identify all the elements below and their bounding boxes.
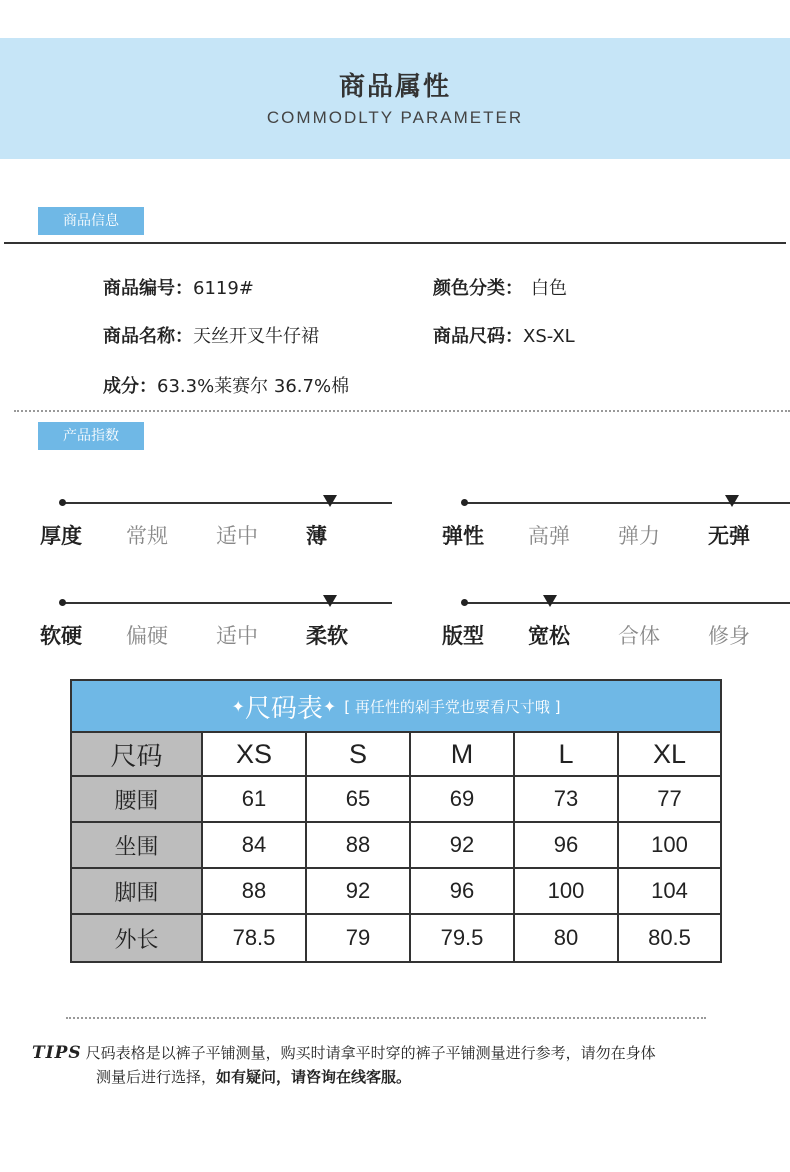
- table-cell: 88: [307, 823, 411, 869]
- scale-marker-icon: [543, 595, 557, 607]
- table-row-label: 腰围: [72, 777, 203, 823]
- table-cell: 96: [515, 823, 619, 869]
- table-cell: 65: [307, 777, 411, 823]
- table-row: [72, 869, 720, 915]
- table-cell: 79: [307, 915, 411, 961]
- header-banner: [0, 38, 790, 159]
- index-scale: [442, 496, 790, 556]
- tips-line2: [32, 1065, 762, 1089]
- scale-option: 弹力: [618, 524, 660, 548]
- page-title: 商品属性: [338, 72, 451, 102]
- info-color-label: 颜色分类：: [433, 278, 523, 299]
- dotted-divider: [14, 410, 790, 412]
- table-row-label: 脚围: [72, 869, 203, 915]
- table-header-cell: S: [307, 733, 411, 777]
- index-scale: [442, 596, 790, 656]
- scale-marker-icon: [323, 595, 337, 607]
- info-color: [433, 274, 567, 300]
- info-name: [103, 322, 319, 348]
- info-name-label: 商品名称：: [103, 326, 193, 347]
- size-table-subtitle: [ 再任性的剁手党也要看尺寸哦 ]: [344, 697, 561, 716]
- scale-line: [464, 502, 790, 504]
- info-material-label: 成分：: [103, 376, 157, 397]
- info-color-value: 白色: [531, 278, 567, 299]
- table-row: [72, 777, 720, 823]
- table-row: [72, 823, 720, 869]
- size-table-body: [72, 777, 720, 961]
- table-cell: 96: [411, 869, 515, 915]
- sparkle-icon: ✦: [231, 696, 245, 716]
- table-cell: 80: [515, 915, 619, 961]
- scale-line: [62, 602, 392, 604]
- size-table-title: 尺码表: [244, 693, 323, 724]
- tips-note: [32, 1041, 762, 1089]
- table-row-label: 外长: [72, 915, 203, 961]
- index-scale: [40, 496, 392, 556]
- table-cell: 88: [203, 869, 307, 915]
- scale-option: 宽松: [528, 624, 570, 648]
- table-cell: 104: [619, 869, 720, 915]
- table-cell: 78.5: [203, 915, 307, 961]
- table-cell: 84: [203, 823, 307, 869]
- info-code-value: 6119#: [193, 278, 254, 299]
- scale-option: 薄: [306, 524, 327, 548]
- table-header-cell: XS: [203, 733, 307, 777]
- table-cell: 61: [203, 777, 307, 823]
- section-tag-info: 商品信息: [38, 207, 144, 235]
- scale-line: [62, 502, 392, 504]
- size-table: [70, 679, 722, 963]
- table-header-cell: XL: [619, 733, 720, 777]
- page-subtitle: COMMODLTY PARAMETER: [266, 108, 524, 127]
- table-header-cell: L: [515, 733, 619, 777]
- table-header-cell: M: [411, 733, 515, 777]
- tips-divider: [66, 1017, 706, 1019]
- scale-option: 合体: [618, 624, 660, 648]
- scale-start-dot: [59, 499, 66, 506]
- scale-name: 厚度: [40, 524, 82, 548]
- scale-name: 弹性: [442, 524, 484, 548]
- tips-tag: TIPS: [32, 1043, 82, 1063]
- info-size-value: XS-XL: [523, 326, 575, 347]
- info-size-label: 商品尺码：: [433, 326, 523, 347]
- tips-line1: 尺码表格是以裤子平铺测量，购买时请拿平时穿的裤子平铺测量进行参考，请勿在身体: [85, 1044, 656, 1062]
- info-name-value: 天丝开叉牛仔裙: [193, 326, 319, 347]
- scale-option: 高弹: [528, 524, 570, 548]
- table-row: [72, 915, 720, 961]
- scale-name: 版型: [442, 624, 484, 648]
- table-cell: 92: [411, 823, 515, 869]
- scale-line: [464, 602, 790, 604]
- index-scale: [40, 596, 392, 656]
- scale-option: 常规: [126, 524, 168, 548]
- scale-start-dot: [461, 599, 468, 606]
- scale-marker-icon: [725, 495, 739, 507]
- scale-start-dot: [461, 499, 468, 506]
- scale-option: 偏硬: [126, 624, 168, 648]
- info-code: [103, 274, 254, 300]
- tips-line2-plain: 测量后进行选择，: [96, 1068, 217, 1086]
- scale-option: 柔软: [306, 624, 348, 648]
- scale-start-dot: [59, 599, 66, 606]
- info-material-value: 63.3%莱赛尔 36.7%棉: [157, 376, 350, 397]
- scale-option: 适中: [216, 524, 258, 548]
- table-row-label: 坐围: [72, 823, 203, 869]
- section-tag-index: 产品指数: [38, 422, 144, 450]
- scale-option: 无弹: [708, 524, 750, 548]
- table-cell: 79.5: [411, 915, 515, 961]
- size-table-head-row: [72, 733, 720, 777]
- scale-marker-icon: [323, 495, 337, 507]
- table-cell: 92: [307, 869, 411, 915]
- scale-option: 修身: [708, 624, 750, 648]
- info-code-label: 商品编号：: [103, 278, 193, 299]
- scale-name: 软硬: [40, 624, 82, 648]
- size-table-header: [72, 681, 720, 733]
- info-size: [433, 322, 575, 348]
- table-cell: 100: [515, 869, 619, 915]
- table-corner-cell: 尺码: [72, 733, 203, 777]
- table-cell: 77: [619, 777, 720, 823]
- scale-option: 适中: [216, 624, 258, 648]
- sparkle-icon: ✦: [322, 696, 337, 716]
- table-cell: 73: [515, 777, 619, 823]
- tips-line2-bold: 如有疑问，请咨询在线客服。: [216, 1068, 412, 1086]
- table-cell: 80.5: [648, 925, 691, 950]
- section-divider: [4, 242, 786, 244]
- table-cell: 100: [619, 823, 720, 869]
- info-material: [103, 372, 349, 398]
- table-cell: 69: [411, 777, 515, 823]
